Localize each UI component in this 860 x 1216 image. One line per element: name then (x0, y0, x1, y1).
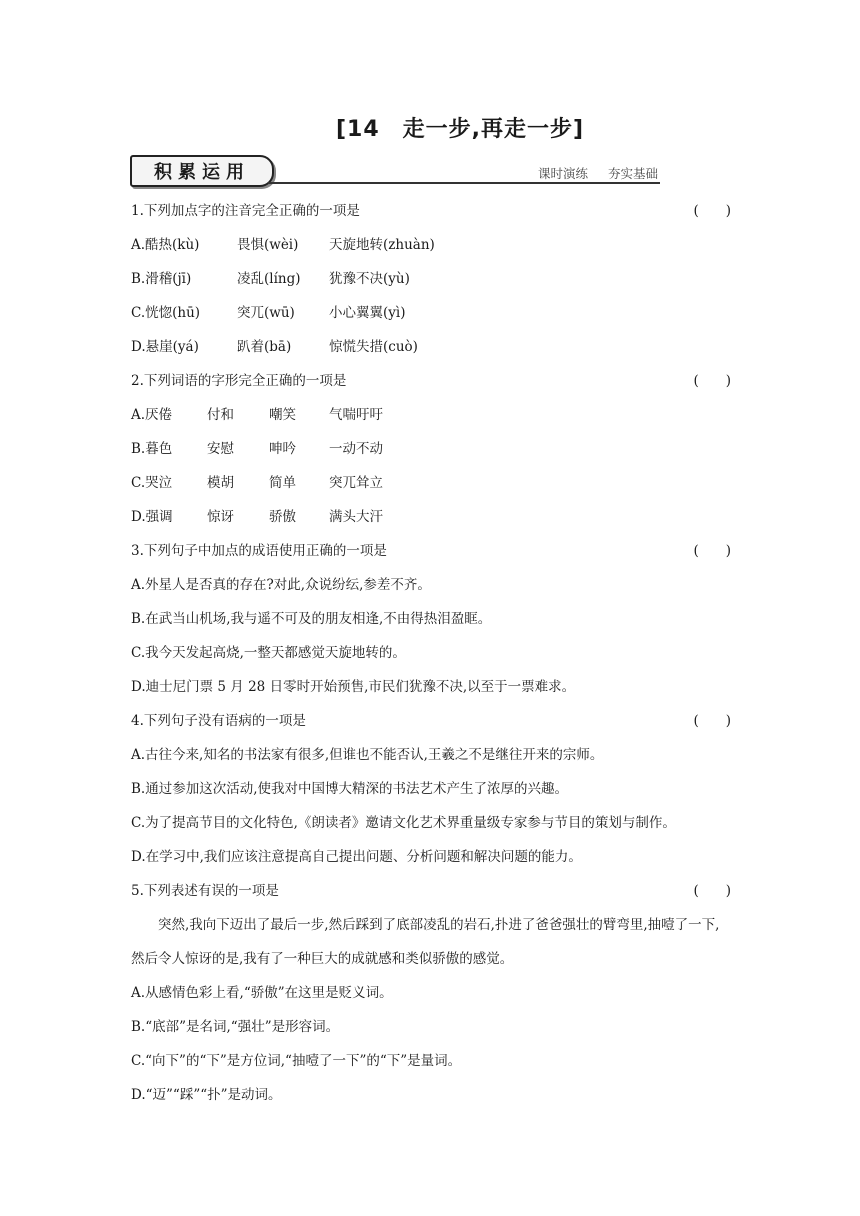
section-divider (268, 182, 660, 184)
q3-option-b: B.在武当山机场,我与遥不可及的朋友相逢,不由得热泪盈眶。 (131, 611, 492, 627)
q1-option-b (131, 262, 731, 296)
option-word: 气喘吁吁 (329, 407, 383, 423)
q2-option-d (131, 500, 731, 534)
q4-option-b: B.通过参加这次活动,使我对中国博大精深的书法艺术产生了浓厚的兴趣。 (131, 781, 569, 797)
section-badge: 积累运用 (130, 155, 274, 187)
option-word: A.酷热(kù) (131, 237, 200, 253)
q5-option-b: B.“底部”是名词,“强壮”是形容词。 (131, 1019, 340, 1035)
option-word: B.滑稽(jī) (131, 271, 192, 287)
q5-option-a: A.从感情色彩上看,“骄傲”在这里是贬义词。 (131, 985, 393, 1001)
q2-option-c (131, 466, 731, 500)
question-stem-4: 4.下列句子没有语病的一项是 ( ) (131, 704, 731, 738)
option-word: 小心翼翼(yì) (329, 305, 406, 321)
option-word: A.厌倦 (131, 407, 173, 423)
q5-passage: 突然,我向下迈出了最后一步,然后踩到了底部凌乱的岩石,扑进了爸爸强壮的臂弯里,抽噎了一下,然后令人惊讶的是,我有了一种巨大的成就感和类似骄傲的感觉。 (131, 917, 720, 967)
option-word: 惊讶 (207, 509, 234, 525)
option-word: 骄傲 (269, 509, 296, 525)
option-word: 简单 (269, 475, 296, 491)
q4-option-d: D.在学习中,我们应该注意提高自己提出问题、分析问题和解决问题的能力。 (131, 849, 582, 865)
option-word: 惊慌失措(cuò) (329, 339, 418, 355)
section-header (130, 152, 660, 186)
section-tag: 课时演练 (537, 166, 588, 181)
q3-option-c: C.我今天发起高烧,一整天都感觉天旋地转的。 (131, 645, 406, 661)
option-word: 天旋地转(zhuàn) (329, 237, 435, 253)
option-word: 凌乱(líng) (237, 271, 301, 287)
q1-option-c (131, 296, 731, 330)
q2-option-a (131, 398, 731, 432)
q5-option-c: C.“向下”的“下”是方位词,“抽噎了一下”的“下”是量词。 (131, 1053, 462, 1069)
question-stem-5: 5.下列表述有误的一项是 ( ) (131, 874, 731, 908)
page-title: [14 走一步,再走一步] (335, 117, 585, 142)
q5-option-d: D.“迈”“踩”“扑”是动词。 (131, 1087, 282, 1103)
option-word: C.恍惚(hū) (131, 305, 201, 321)
option-word: 呻吟 (269, 441, 296, 457)
answer-blank: ( ) (693, 713, 731, 729)
question-stem-3: 3.下列句子中加点的成语使用正确的一项是 ( ) (131, 534, 731, 568)
option-word: 一动不动 (329, 441, 383, 457)
q3-option-d: D.迪士尼门票 5 月 28 日零时开始预售,市民们犹豫不决,以至于一票难求。 (131, 679, 576, 695)
q1-option-d (131, 330, 731, 364)
answer-blank: ( ) (693, 373, 731, 389)
q4-option-a: A.古往今来,知名的书法家有很多,但谁也不能否认,王羲之不是继往开来的宗师。 (131, 747, 604, 763)
option-word: 犹豫不决(yù) (329, 271, 410, 287)
option-word: B.暮色 (131, 441, 173, 457)
answer-blank: ( ) (693, 883, 731, 899)
q1-option-a (131, 228, 731, 262)
option-word: 付和 (207, 407, 234, 423)
option-word: 畏惧(wèi) (237, 237, 299, 253)
answer-blank: ( ) (693, 543, 731, 559)
answer-blank: ( ) (693, 203, 731, 219)
option-word: D.强调 (131, 509, 173, 525)
option-word: 突兀(wū) (237, 305, 295, 321)
option-word: 嘲笑 (269, 407, 296, 423)
option-word: 安慰 (207, 441, 234, 457)
option-word: 趴着(bā) (237, 339, 292, 355)
question-stem-1: 1.下列加点字的注音完全正确的一项是 ( ) (131, 194, 731, 228)
option-word: C.哭泣 (131, 475, 173, 491)
q2-option-b (131, 432, 731, 466)
q3-option-a: A.外星人是否真的存在?对此,众说纷纭,参差不齐。 (131, 577, 431, 593)
question-list (131, 194, 731, 1112)
section-tag: 夯实基础 (607, 166, 658, 181)
option-word: 模胡 (207, 475, 234, 491)
option-word: D.悬崖(yá) (131, 339, 199, 355)
option-word: 突兀耸立 (329, 475, 383, 491)
question-stem-2: 2.下列词语的字形完全正确的一项是 ( ) (131, 364, 731, 398)
option-word: 满头大汗 (329, 509, 383, 525)
section-tags (522, 164, 658, 182)
q4-option-c: C.为了提高节目的文化特色,《朗读者》邀请文化艺术界重量级专家参与节目的策划与制作。 (131, 815, 676, 831)
